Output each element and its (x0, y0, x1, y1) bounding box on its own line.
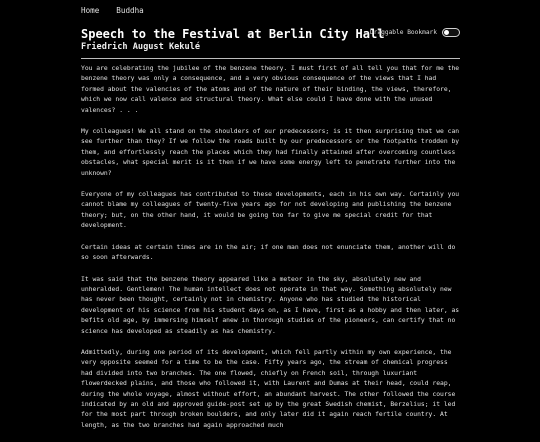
bookmark-control (370, 28, 460, 37)
top-nav (81, 6, 144, 16)
paragraph: Everyone of my colleagues has contributed to these developments, each in his own way. Certainly you cannot blame my colleagues of twenty-five years ago for not developing and publishing the benzene theory; but, on the other hand, it would be going too far to give me special credit for that development. (81, 191, 460, 230)
page-title: Speech to the Festival at Berlin City Hall (81, 27, 385, 41)
paragraph: Certain ideas at certain times are in the air; if one man does not enunciate them, another will do so soon afterwards. (81, 243, 456, 262)
header-divider (81, 58, 460, 59)
paragraph: Admittedly, during one period of its development, which fell partly within my own experience, the very opposite seemed for a time to be the case. Fifty years ago, the stream of chemical progress had divided into two branches. The one flowed, chiefly on French soil, through luxuriant flowerdecked plains, and those who followed it, with Laurent and Dumas at their head, could reap, during the whole voyage, almost without effort, an abundant harvest. The other followed the course indicated by an old and approved guide-post set up by the great Swedish chemist, Berzelius; it led for the most part through broken boulders, and only later did it again reach fertile country. At length, as the two branches had again approached much (81, 348, 456, 429)
nav-link-buddha[interactable]: Buddha (116, 6, 144, 15)
paragraph: My colleagues! We all stand on the shoulders of our predecessors; is it then surprising that we can see further than they? If we follow the roads built by our predecessors or the footpaths trodden by them, and effortlessly reach the places which they had finally attained after overcoming countless obstacles, what special merit is it then if we have some energy left to penetrate further into the unknown? (81, 128, 460, 177)
bookmark-toggle[interactable] (442, 28, 460, 37)
paragraph: You are celebrating the jubilee of the benzene theory. I must first of all tell you that for me the benzene theory was only a consequence, and a very obvious consequence of the views that I had formed about the valencies of the atoms and of the nature of their binding, the views, therefore, which we now call valence and structural theory. What else could I have done with the unused valences? . . . (81, 65, 460, 114)
bookmark-toggle-label: Draggable Bookmark (369, 29, 437, 36)
article-body (81, 64, 461, 442)
author-name: Friedrich August Kekulé (81, 42, 200, 52)
paragraph: It was said that the benzene theory appeared like a meteor in the sky, absolutely new and unheralded. Gentlemen! The human intellect does not operate in that way. Something absolutely new has never been thought, certainly not in chemistry. Anyone who has studied the historical development of his science from his student days on, as I have, first as a hobby and then later, as befits old age, by immersing himself anew in thorough studies of the pioneers, can certify that no science has developed as steadily as has chemistry. (81, 275, 460, 335)
toggle-knob (444, 30, 449, 35)
nav-link-home[interactable]: Home (81, 6, 100, 15)
